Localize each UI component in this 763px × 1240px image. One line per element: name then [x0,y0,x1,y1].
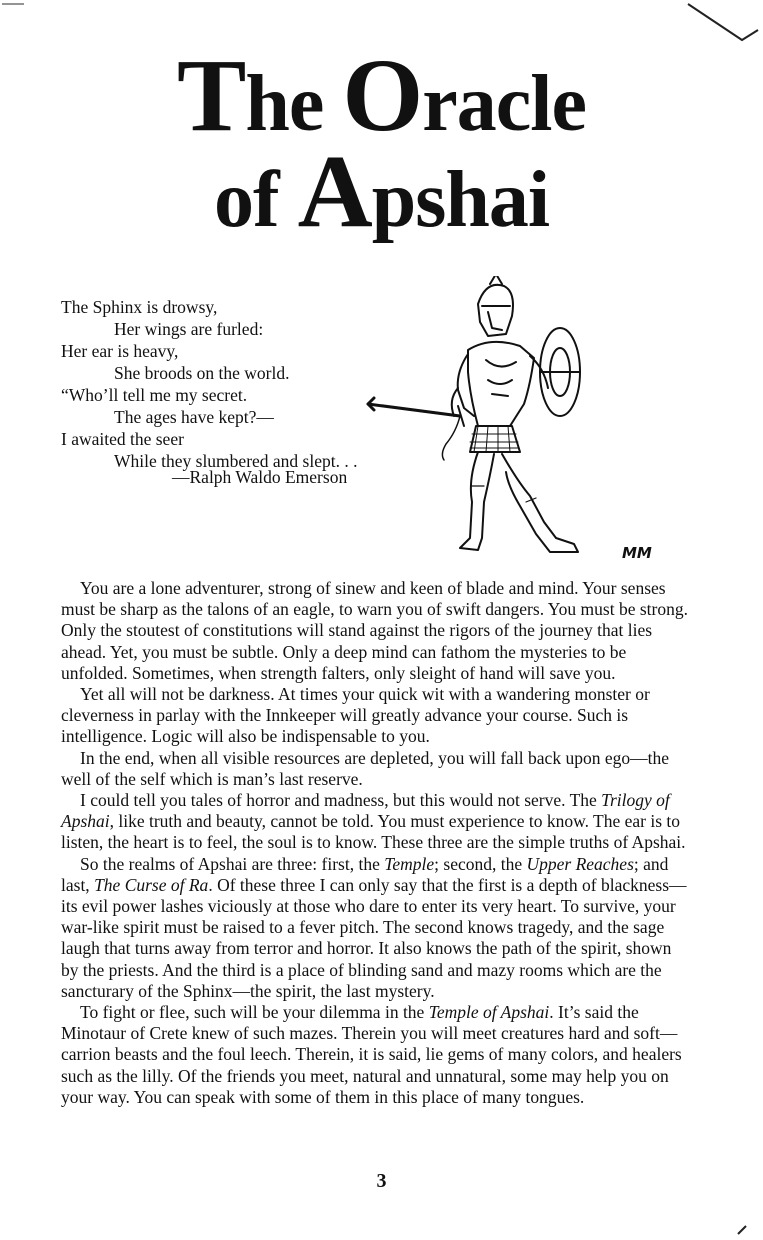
poem-line: “Who’ll tell me my secret. [61,385,248,405]
body-text [61,578,693,1108]
poem-line: The Sphinx is drowsy, [61,297,218,317]
poem-line: She broods on the world. [114,363,290,383]
paragraph: Yet all will not be darkness. At times your quick wit with a wandering monster or cleverness in parlay with the Innkeeper will greatly advance your course. Such is intelligence. Logic will also be indispensable to you. [61,684,650,747]
poem-attribution: —Ralph Waldo Emerson [172,467,348,487]
paragraph: You are a lone adventurer, strong of sinew and keen of blade and mind. Your senses must be sharp as the talons of an eagle, to warn you of swift dangers. You must be strong. Only the stoutest of constitutions will stand against the rigors of the journey that lies ahead. Yet, you must be subtle. Only a deep mind can fathom the mysteries to be unfolded. Sometimes, when strength falters, only sleight of hand will save you. [61,578,688,683]
page-title: The Oracle of Apshai [176,38,587,249]
warrior-illustration [360,276,670,566]
poem-line: Her wings are furled: [114,319,264,339]
corner-mark-top-left [0,0,40,12]
paragraph: To fight or flee, such will be your dilemma in the Temple of Apshai. It’s said the Minotaur of Crete knew of such mazes. Therein you will meet creatures hard and soft—carrion beasts and the foul leech. Therein, it is said, lie gems of many colors, and healers such as the lilly. Of the friends you meet, natural and unnatural, some may help you on your way. You can speak with some of them in this place of many tongues. [61,1002,682,1107]
poem-line: I awaited the seer [61,429,184,449]
paragraph: In the end, when all visible resources are depleted, you will fall back upon ego—the well of the self which is man’s last reserve. [61,747,669,789]
page-number: 3 [376,1170,387,1192]
poem-line: The ages have kept?— [114,407,274,427]
paragraph: So the realms of Apshai are three: first, the Temple; second, the Upper Reaches; and last, The Curse of Ra. Of these three I can only say that the first is a depth of blackness—its evil power lashes viciously at those who dare to enter its very heart. To survive, your war-like spirit must be raised to a fever pitch. The second knows tragedy, and the sage laugh that turns away from terror and horror. It also knows the path of the spirit, shown by the priests. And the third is a place of blinding sand and mazy rooms which are the sancturary of the Sphinx—the spirit, the last mystery. [61,853,687,1001]
illustration-signature: MM [622,544,652,562]
corner-mark-bottom-right [736,1222,750,1236]
paragraph: I could tell you tales of horror and madness, but this would not serve. The Trilogy of Apshai, like truth and beauty, cannot be told. You must experience to know. The ear is to listen, the heart is to feel, the soul is to know. These three are the simple truths of Apshai. [61,790,686,853]
corner-mark-top-right [684,0,763,50]
poem-line: Her ear is heavy, [61,341,179,361]
poem-line: While they slumbered and slept. . . [114,451,358,471]
